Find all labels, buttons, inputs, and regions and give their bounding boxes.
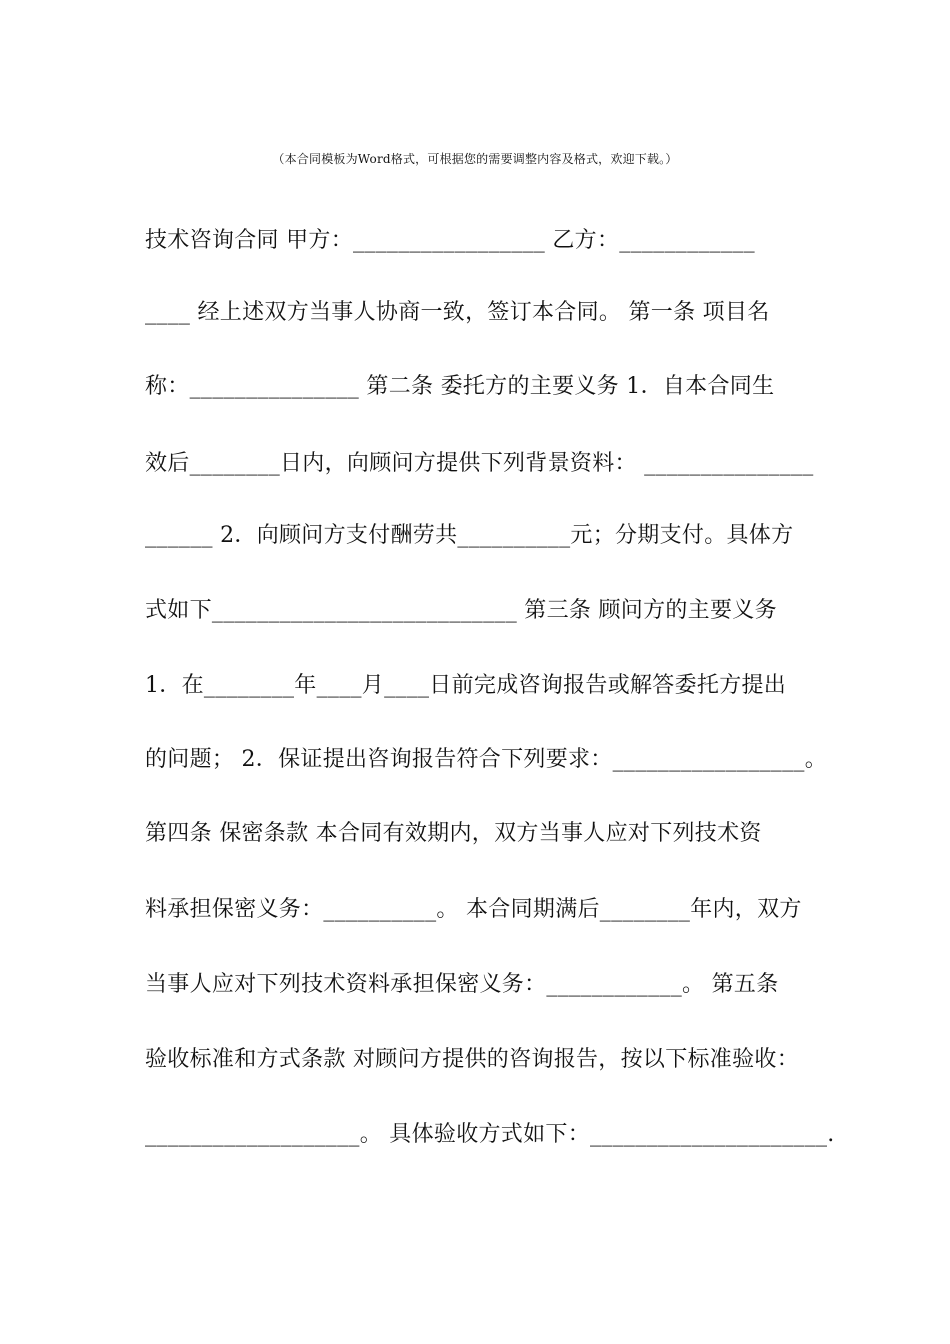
contract-line-10: 料承担保密义务：__________。 本合同期满后________年内，双方 <box>145 897 802 922</box>
contract-line-2: ____ 经上述双方当事人协商一致，签订本合同。 第一条 项目名 <box>145 300 770 325</box>
template-note: （本合同模板为Word格式，可根据您的需要调整内容及格式，欢迎下载。） <box>272 152 678 166</box>
contract-line-9: 第四条 保密条款 本合同有效期内，双方当事人应对下列技术资 <box>145 821 762 846</box>
contract-line-13: ___________________。 具体验收方式如下：_____________________. <box>145 1122 835 1147</box>
contract-line-3: 称：_______________ 第二条 委托方的主要义务 1．自本合同生 <box>145 374 775 399</box>
contract-line-5: ______ 2．向顾问方支付酬劳共__________元；分期支付。具体方 <box>145 523 794 548</box>
contract-line-1: 技术咨询合同 甲方：_________________ 乙方：____________ <box>145 228 755 253</box>
contract-line-4: 效后________日内，向顾问方提供下列背景资料： _______________ <box>145 451 814 476</box>
contract-line-6: 式如下___________________________ 第三条 顾问方的主要义务 <box>145 598 777 623</box>
contract-line-11: 当事人应对下列技术资料承担保密义务：____________。 第五条 <box>145 972 779 997</box>
contract-line-8: 的问题； 2．保证提出咨询报告符合下列要求：_________________。 <box>145 747 827 772</box>
contract-line-7: 1．在________年____月____日前完成咨询报告或解答委托方提出 <box>145 673 787 698</box>
contract-line-12: 验收标准和方式条款 对顾问方提供的咨询报告，按以下标准验收： <box>145 1047 799 1072</box>
